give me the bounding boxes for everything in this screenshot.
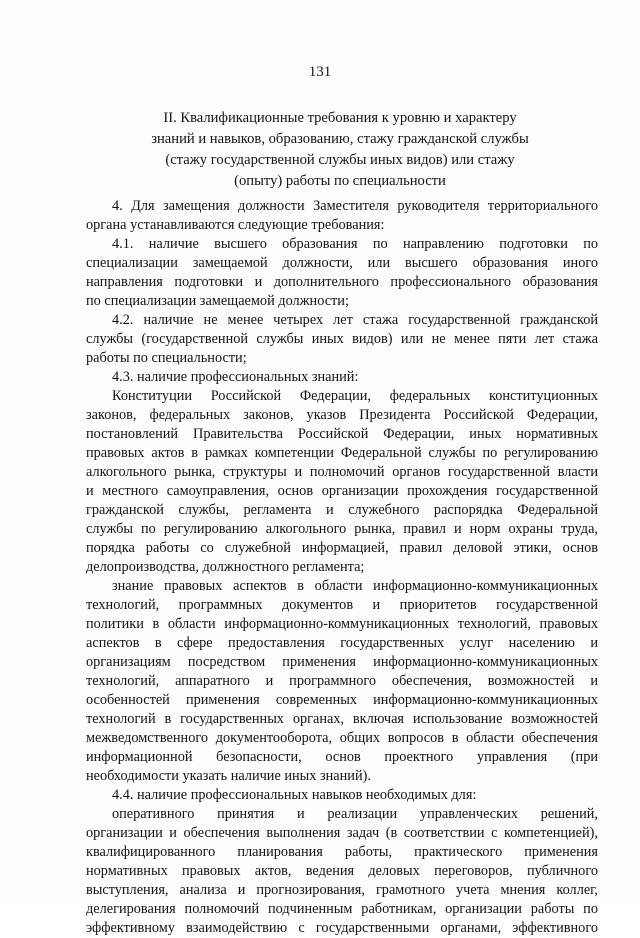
text-line: аспектов в сфере предоставления государственных услуг населению и — [86, 635, 598, 651]
text-line: правовых актов в рамках компетенции Федеральной службы по регулированию — [86, 445, 598, 461]
text-line: органа устанавливаются следующие требования: — [86, 217, 385, 233]
text-line: оперативного принятия и реализации управленческих решений, — [112, 806, 598, 822]
text-line: законов, федеральных законов, указов Президента Российской Федерации, — [86, 407, 598, 423]
text-line: 4. Для замещения должности Заместителя руководителя территориального — [112, 198, 598, 214]
text-line: 4.1. наличие высшего образования по направлению подготовки по — [112, 236, 598, 252]
text-line: гражданской службы, регламента и служебного распорядка Федеральной — [86, 502, 598, 518]
text-line: квалифицированного планирования работы, практического применения — [86, 844, 598, 860]
heading-line: (стажу государственной службы иных видов) или стажу — [165, 152, 515, 168]
page-number: 131 — [308, 64, 332, 80]
heading-line: знаний и навыков, образованию, стажу гражданской службы — [151, 131, 529, 147]
text-line: выступления, анализа и прогнозирования, грамотного учета мнения коллег, — [86, 882, 598, 898]
text-line: и местного самоуправления, основ организации прохождения государственной — [86, 483, 598, 499]
text-line: 4.3. наличие профессиональных знаний: — [112, 369, 359, 385]
section-heading — [60, 108, 620, 192]
text-line: порядка работы со служебной информацией, правил деловой этики, основ — [86, 540, 598, 556]
text-line: организации и обеспечения выполнения задач (в соответствии с компетенцией), — [86, 825, 598, 841]
text-line: Конституции Российской Федерации, федеральных конституционных — [112, 388, 598, 404]
text-line: алкогольного рынка, структуры и полномочий органов государственной власти — [86, 464, 598, 480]
text-line: необходимости указать наличие иных знаний). — [86, 768, 371, 784]
text-line: направления подготовки и дополнительного профессионального образования — [86, 274, 598, 290]
text-line: технологий, аппаратного и программного обеспечения, возможностей и — [86, 673, 598, 689]
text-line: службы по регулированию алкогольного рынка, правил и норм охраны труда, — [86, 521, 598, 537]
text-line: специализации замещаемой должности, или высшего образования иного — [86, 255, 598, 271]
text-line: политики в области информационно-коммуникационных технологий, правовых — [86, 616, 598, 632]
text-line: эффективному взаимодействию с государственными органами, эффективного — [86, 920, 598, 936]
text-line: нормативных правовых актов, ведения деловых переговоров, публичного — [86, 863, 598, 879]
text-line: 4.2. наличие не менее четырех лет стажа государственной гражданской — [112, 312, 598, 328]
text-line: межведомственного документооборота, общих вопросов в области обеспечения — [86, 730, 598, 746]
text-line: работы по специальности; — [86, 350, 247, 366]
text-line: службы (государственной службы иных видов) или не менее пяти лет стажа — [86, 331, 598, 347]
text-line: знание правовых аспектов в области информационно-коммуникационных — [112, 578, 598, 594]
text-line: делопроизводства, должностного регламента; — [86, 559, 365, 575]
text-line: 4.4. наличие профессиональных навыков необходимых для: — [112, 787, 477, 803]
heading-line: II. Квалификационные требования к уровню и характеру — [163, 110, 517, 126]
text-line: по специализации замещаемой должности; — [86, 293, 349, 309]
text-line: информационной безопасности, основ проектного управления (при — [86, 749, 598, 765]
text-line: постановлений Правительства Российской Федерации, иных нормативных — [86, 426, 598, 442]
text-line: технологий в государственных органах, включая использование возможностей — [86, 711, 598, 727]
text-line: делегирования полномочий подчиненным работникам, организации работы по — [86, 901, 598, 917]
text-line: организациям посредством применения информационно-коммуникационных — [86, 654, 598, 670]
heading-line: (опыту) работы по специальности — [234, 173, 446, 189]
text-line: особенностей применения современных информационно-коммуникационных — [86, 692, 598, 708]
text-line: технологий, программных документов и приоритетов государственной — [86, 597, 598, 613]
